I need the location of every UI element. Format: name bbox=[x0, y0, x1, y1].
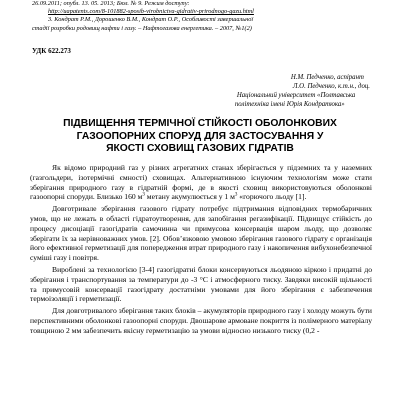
title-line: ПІДВИЩЕННЯ ТЕРМІЧНОЇ СТІЙКОСТІ ОБОЛОНКОВИХ bbox=[63, 118, 337, 129]
udc-code: УДК 622.273 bbox=[32, 47, 71, 55]
body-paragraph bbox=[30, 163, 372, 202]
body-paragraph: Довготривале зберігання газового гідрату потребує підтримання відповідних термобаричних умов, що не лежать в області гідратоутворення, для запобігання регазифікації. Підвищує стійкість до процесу дисоціації газогідратів самочинна чи примусова консервація шаром льоду, що дозволяє зберігати їх за нерівноважних умов. [2]. Обов’язковою умовою зберігання газового гідрату є організація його ефективної герметизації для попередження втрат природного газу і накопичення вибухонебезпечної суміші газу і повітря. bbox=[30, 204, 372, 263]
superscript: 3 bbox=[142, 192, 145, 198]
paragraph-text: метану акумулюється у 1 м bbox=[144, 192, 235, 202]
paragraph-text: «горючого льоду [1]. bbox=[237, 192, 307, 202]
reference-line: 26.09.2011; опубл. 13. 05. 2013; Бюл. № 9. Режим доступу: bbox=[32, 0, 190, 7]
affiliation-line-1: Національний університет «Полтавська bbox=[236, 92, 356, 99]
author-2: Л.О. Педченко, к.т.н., доц. bbox=[292, 83, 370, 90]
article-title bbox=[30, 118, 370, 156]
reference-line: стадії розробки родовищ нафти і газу. – Нафтогазова енергетика. – 2007, №1(2) bbox=[32, 24, 252, 32]
reference-line: 3. Кондрат Р.М., Дорошенко В.М., Кондрат О.Р., Особливості завершальної bbox=[48, 16, 254, 24]
reference-link[interactable]: http://uapatents.com/8-101882-sposib-virobnictva-gidrativ-prirodnogo-gazu.html bbox=[48, 8, 254, 16]
author-1: Н.М. Педченко, аспірант bbox=[290, 74, 364, 81]
title-line: ГАЗООПОРНИХ СПОРУД ДЛЯ ЗАСТОСУВАННЯ У bbox=[76, 130, 324, 142]
body-paragraph: Для довготривалого зберігання таких блоків – акумуляторів природного газу і холоду можуть бути перспективними оболонкові газоопорні споруди. Двошарове армоване покриття із полімерного матеріалу товщиною 2 мм забезпечить якісну герметизацію за умови відносно низького тиску (0,2 - bbox=[30, 306, 372, 335]
affiliation-line-2: політехніка імені Юрія Кондратюка» bbox=[234, 101, 345, 108]
paragraph-text: Як відомо природний газ у різних агрегатних станах зберігається у підземних та у наземних (газгольдери, ізотермічні ємності) сховищах. Альтернативною існуючим технологіям може стати зберігання природного газу в гідратній формі, де в якості сховищ використовуються оболонкові газоопорні споруди. Близько 160 м bbox=[30, 163, 372, 202]
references-continuation bbox=[32, 0, 372, 33]
superscript: 3 bbox=[234, 192, 238, 198]
article-body bbox=[30, 163, 372, 338]
authors-block bbox=[235, 73, 370, 109]
body-paragraph: Вироблені за технологією [3-4] газогідратні блоки консервуються льодяною кіркою і придатні до зберігання і транспортування за температури до -3 °С і атмосферного тиску. Завдяки високій щільності та примусовій консервації газогідрату достатніми умовами для його зберігання є забезпечення термоізоляції і герметизації. bbox=[30, 264, 372, 304]
title-line: ЯКОСТІ СХОВИЩ ГАЗОВИХ ГІДРАТІВ bbox=[106, 143, 294, 154]
